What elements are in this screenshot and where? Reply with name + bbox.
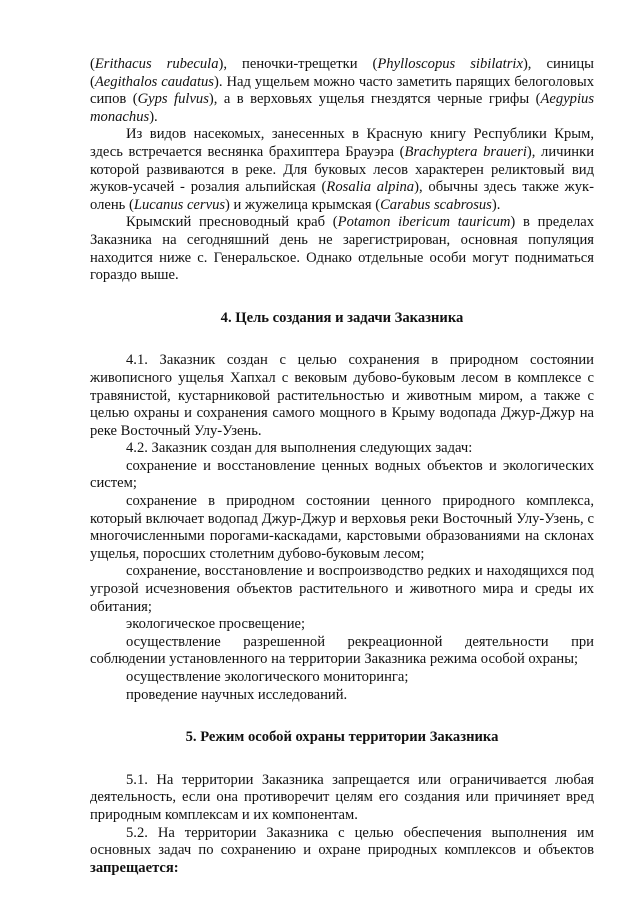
species-name: Carabus scabrosus: [380, 196, 492, 213]
species-name: Rosalia alpina: [326, 179, 415, 196]
clause-4-2: 4.2. Заказник создан для выполнения следующих задач:: [126, 440, 473, 457]
text: ), а в верховьях ущелья гнездятся черные грифы (: [208, 91, 541, 108]
text: ), пеночки-трещетки (: [218, 56, 378, 72]
text: ) в пределах Заказника на сегодняшний день не зарегистрирован, основная популяция находится ниже с. Генеральское. Однако отдельные особи могут подниматься гораздо выше.: [90, 214, 594, 284]
prohibited-label: запрещается:: [90, 859, 179, 876]
text: 5.2. На территории Заказника с целью обеспечения выполнения им основных задач по сохранению и охране природных комплексов и объектов: [90, 824, 594, 859]
task-item: осуществление экологического мониторинга;: [126, 669, 409, 685]
clause-5-1: 5.1. На территории Заказника запрещается или ограничивается любая деятельность, если она противоречит целям его создания или причиняет вред природным комплексам и их компонентам.: [90, 771, 594, 823]
text: (: [90, 56, 95, 72]
clause-5-2: [90, 825, 594, 878]
text: Из видов насекомых, занесенных в Красную книгу Республики Крым, здесь встречается веснянка брахиптера Брауэра (: [90, 126, 594, 160]
task-item: экологическое просвещение;: [126, 616, 306, 633]
section-5-body: [90, 772, 594, 878]
text: Крымский пресноводный краб (: [126, 214, 338, 231]
paragraph-crab: [90, 214, 594, 284]
paragraph-birds: [90, 56, 594, 126]
text: ) и жужелица крымская (: [225, 196, 381, 213]
section-5-heading: 5. Режим особой охраны территории Заказника: [185, 729, 499, 746]
species-name: Aegithalos caudatus: [94, 73, 214, 90]
species-name: Erithacus rubecula: [94, 56, 219, 72]
clause-4-1: 4.1. Заказник создан с целью сохранения в природном состоянии живописного ущелья Хапхал с вековым дубово-буковым лесом в комплексе с травянистой, кустарниковой растительностью и животным миром, а также с целью охраны и сохранения самого мощного в Крыму водопада Джур-Джур на реке Восточный Улу-Узень.: [90, 352, 594, 439]
text: ), обычны здесь также жук-олень (: [90, 179, 594, 213]
task-item: проведение научных исследований.: [126, 686, 348, 703]
task-item: сохранение и восстановление ценных водных объектов и экологических систем;: [90, 457, 594, 492]
species-name: Potamon ibericum tauricum: [337, 214, 511, 231]
section-4-heading: 4. Цель создания и задачи Заказника: [220, 309, 464, 326]
text: ).: [149, 108, 158, 125]
section-4-body: [90, 352, 594, 704]
species-name: Aegypius monachus: [90, 91, 595, 125]
paragraph-insects: [90, 126, 594, 214]
task-item: сохранение в природном состоянии ценного природного комплекса, который включает водопад Джур-Джур и верховья реки Восточный Улу-Узень, с многочисленными порогами-каскадами, карстовыми образованиями на склонах ущелья, поросших столетним дубово-буковым лесом;: [90, 493, 594, 562]
task-item: осуществление разрешенной рекреационной деятельности при соблюдении установленного на территории Заказника режима особой охраны;: [90, 633, 594, 668]
species-name: Gyps fulvus: [137, 91, 209, 108]
text: ), личинки которой развиваются в реке. Для буковых лесов характерен реликтовый вид жуков-усачей - розалия альпийская (: [90, 143, 595, 196]
species-name: Lucanus cervus: [133, 196, 226, 213]
text: ), синицы (: [90, 56, 594, 90]
text: ). Над ущельем можно часто заметить парящих белоголовых сипов (: [90, 73, 594, 108]
species-name: Phylloscopus sibilatrix: [377, 56, 523, 72]
species-name: Brachyptera braueri: [404, 143, 527, 160]
text: ).: [491, 196, 501, 213]
task-item: сохранение, восстановление и воспроизводство редких и находящихся под угрозой исчезновения объектов растительного и животного мира и среды их обитания;: [90, 563, 594, 615]
